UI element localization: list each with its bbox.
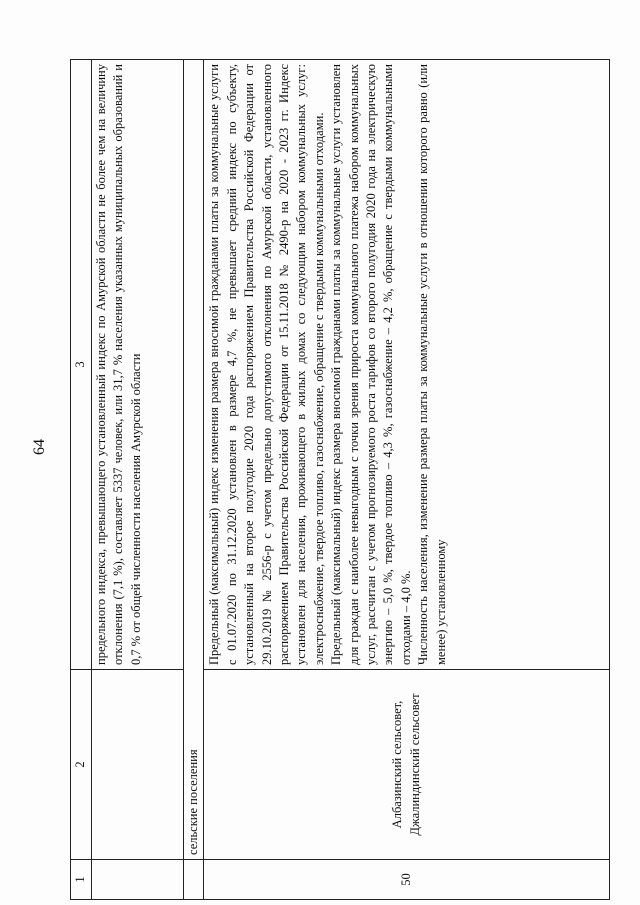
paragraph-1: Предельный (максимальный) индекс изменения размера вносимой гражданами платы за коммунальные услуги с 01.07.2020 по 31.12.2020 установлен в размере 4,7 %, не превышает средний индекс по субъекту, установленный на второе полугодие 2020 года распоряжением Правительства Российской Федерации от 29.10.2019 № 2556-р с учетом предельно допустимого отклонения по Амурской области, установленного распоряжением Правительства Российской Федерации от 15.11.2018 № 2490-р на 2020 - 2023 гг. Индекс установлен для населения, проживающего в жилых домах со следующим набором коммунальных услуг: электроснабжение, твердое топливо, газоснабжение, обращение с твердыми коммунальными отходами. [207,64,326,665]
row-description [204,60,610,670]
row-number: 50 [204,860,610,900]
continuation-text: предельного индекса, превышающего установленный индекс по Амурской области не более чем на величину отклонения (7,1 %), составляет 5337 человек, или 31,7 % населения указанных муниципальных образований и 0,7 % от общей численности населения Амурской области [92,60,184,670]
header-col-1: 1 [71,860,92,900]
continuation-row [92,60,184,900]
continuation-col-1 [92,860,184,900]
data-table [70,59,610,900]
paragraph-3: Численность населения, изменение размера платы за коммунальные услуги в отношении которого равно (или менее) установленному [416,64,448,665]
header-col-3: 3 [71,60,92,670]
rotated-table-container [70,60,610,900]
header-col-2: 2 [71,670,92,860]
municipality-name: Албазинский сельсовет, Джалиндинский сельсовет [204,670,610,860]
section-row [184,60,204,900]
table-row [204,60,610,900]
header-row [71,60,92,900]
section-col-1 [184,860,204,900]
section-title: сельские поселения [184,60,204,860]
paragraph-2: Предельный (максимальный) индекс размера вносимой гражданами платы за коммунальные услуги установлен для граждан с наиболее невыгодным с точки зрения прироста коммунального платежа набором коммунальных услуг, рассчитан с учетом прогнозируемого роста тарифов со второго полугодия 2020 года на электрическую энергию – 5,0 %, твердое топливо – 4,3 %, газоснабжение – 4,2 %, обращение с твердыми коммунальными отходами – 4,0 %. [329,64,413,665]
continuation-col-2 [92,670,184,860]
page-number: 64 [31,439,48,455]
